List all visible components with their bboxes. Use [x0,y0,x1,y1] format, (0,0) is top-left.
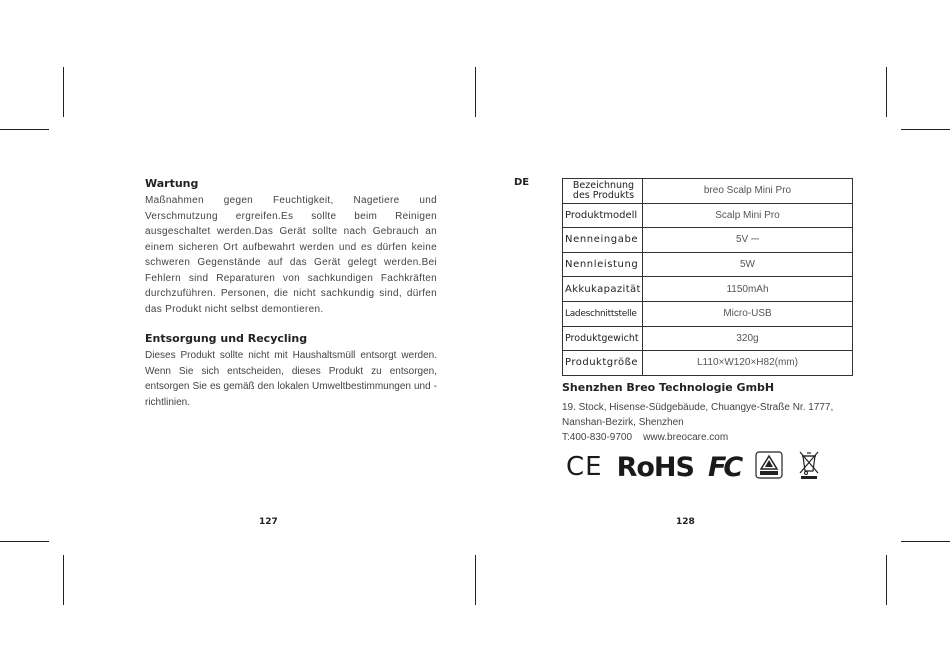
company-address-line1: 19. Stock, Hisense-Südgebäude, Chuangye-Straße Nr. 1777, [562,402,834,413]
company-name: Shenzhen Breo Technologie GmbH [562,381,775,394]
crop-mark [63,555,64,605]
spec-key: Produktgröße [563,351,643,376]
maintenance-text: Maßnahmen gegen Feuchtigkeit, Nagetiere und Verschmutzung ergreifen.Es sollte beim Reinigen ausgeschaltet werden.Das Gerät sollte nach Gebrauch an einem sicheren Ort aufbewahrt werden und es dürfen keine schweren Gegenstände auf das Gerät gelegt werden.Bei Fehlern sind Reparaturen von sachkundigen Fachkräften durchzuführen. Personen, die nicht sachkundig sind, dürfen das Produkt nicht selbst demontieren. [145,195,437,315]
crop-mark [0,541,49,542]
spec-value: 320g [643,326,853,351]
ce-mark: CE [566,452,603,482]
crop-mark [886,67,887,117]
spec-value: 5W [643,252,853,277]
crop-mark [475,555,476,605]
crop-mark [901,541,950,542]
spec-key: Ladeschnittstelle [563,301,643,326]
spec-value: 1150mAh [643,277,853,302]
spec-row [563,252,853,277]
spec-row [563,179,853,204]
spec-key: Bezeichnung des Produkts [563,179,643,204]
spec-row [563,326,853,351]
company-contact: T:400-830-9700 www.breocare.com [562,432,729,443]
spec-key: Produktmodell [563,203,643,228]
crop-mark [475,67,476,117]
maintenance-heading: Wartung [145,177,199,190]
spec-table [562,178,853,376]
spec-key: Nennleistung [563,252,643,277]
spec-row [563,351,853,376]
crop-mark [901,129,950,130]
spec-row [563,277,853,302]
company-address-line2: Nanshan-Bezirk, Shenzhen [562,417,684,428]
certification-logos [566,452,820,482]
spec-row [563,301,853,326]
disposal-heading: Entsorgung und Recycling [145,332,308,345]
spec-row [563,228,853,253]
spec-key: Akkukapazität [563,277,643,302]
spec-value: breo Scalp Mini Pro [643,179,853,204]
page-number-left: 127 [259,517,278,527]
spec-key: Nenneingabe [563,228,643,253]
weee-crossed-bin-icon [798,450,820,485]
fcc-mark: FC [707,451,741,483]
disposal-text: Dieses Produkt sollte nicht mit Haushaltsmüll entsorgt werden. Wenn Sie sich entscheiden, dieses Produkt zu entsorgen, entsorgen Sie es gemäß den lokalen Umweltbestimmungen und -richtlinien. [145,350,437,408]
rohs-mark: RoHS [616,451,694,483]
crop-mark [886,555,887,605]
spec-row [563,203,853,228]
crop-mark [63,67,64,117]
spec-key: Produktgewicht [563,326,643,351]
spec-value: L110×W120×H82(mm) [643,351,853,376]
page-number-right: 128 [676,517,695,527]
crop-mark [0,129,49,130]
spec-value: Micro-USB [643,301,853,326]
spec-value: Scalp Mini Pro [643,203,853,228]
language-tag: DE [514,177,530,188]
tuv-triangle-icon [754,450,784,485]
spec-value: 5V ⎓ [643,228,853,253]
